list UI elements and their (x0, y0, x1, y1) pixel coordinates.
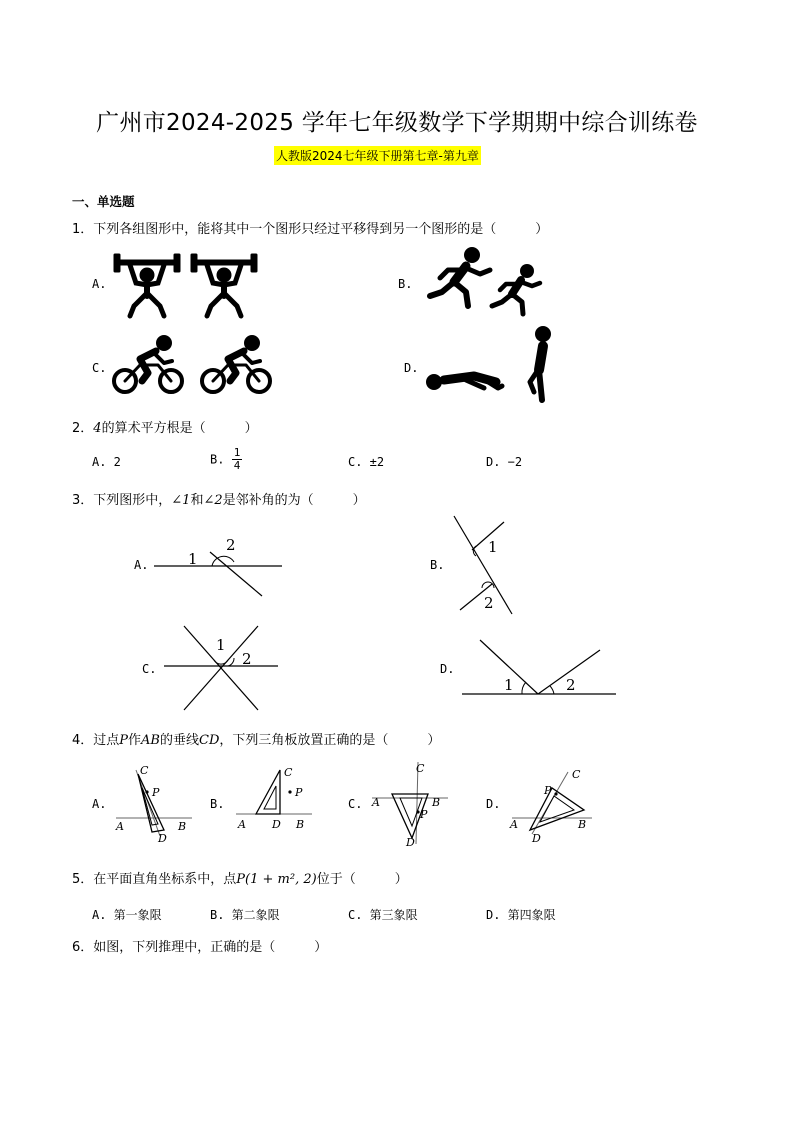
q4-option-a-diagram (112, 762, 196, 846)
q3-option-c-diagram (162, 622, 282, 714)
q4c-label-c: C (416, 762, 425, 775)
q2-option-d: D. −2 (486, 455, 523, 469)
q2-option-b-fraction (232, 447, 243, 472)
q3-option-c-label: C. (142, 662, 157, 676)
page-title: 广州市2024-2025 学年七年级数学下学期期中综合训练卷 (96, 110, 698, 136)
q3b-angle-label-1: 1 (488, 538, 498, 556)
q4-text-mid2: 的垂线 (160, 733, 200, 748)
q3a-angle-label-2: 2 (226, 536, 236, 554)
person-lying-standing-icon (422, 326, 556, 406)
q1-option-c-label: C. (92, 361, 107, 375)
q3-option-b-diagram (448, 512, 518, 616)
q4b-label-c: C (284, 766, 293, 779)
q4-option-c-diagram (370, 760, 450, 848)
question-6-text: 6．如图，下列推理中，正确的是（ ） (72, 940, 328, 955)
q3d-angle-label-2: 2 (566, 676, 576, 694)
q3-option-a-label: A. (134, 558, 149, 572)
q4-option-a-label: A. (92, 797, 107, 811)
q4d-label-a: A (510, 818, 518, 831)
q4a-label-c: C (140, 764, 149, 777)
q3-angle-1: ∠1 (171, 493, 191, 508)
q4a-label-d: D (158, 832, 167, 845)
runner-icon (424, 246, 548, 318)
q4b-label-p: P (295, 786, 303, 799)
q5-option-c: C. 第三象限 (348, 908, 418, 922)
q3-option-a-diagram (150, 530, 285, 600)
q3-text-pre: 3．下列图形中， (72, 493, 172, 508)
question-1-text: 1．下列各组图形中，能将其中一个图形只经过平移得到另一个图形的是（ ） (72, 222, 549, 237)
q1-option-d-label: D. (404, 361, 419, 375)
q3-text-mid: 和 (190, 493, 204, 508)
q5-text-pre: 5．在平面直角坐标系中，点 (72, 872, 237, 887)
q4c-label-p: P (420, 808, 428, 821)
q4b-label-b: B (296, 818, 305, 831)
q3a-angle-label-1: 1 (188, 550, 198, 568)
q4a-label-a: A (116, 820, 124, 833)
q4d-label-p: P (544, 784, 552, 797)
q2-number: 2． (72, 421, 94, 436)
q2-base-number: 4 (93, 421, 102, 436)
page-subtitle: 人教版2024七年级下册第七章-第九章 (274, 146, 481, 165)
q2-option-b (210, 447, 242, 472)
q3b-angle-label-2: 2 (484, 594, 494, 612)
question-2-text (72, 417, 258, 436)
q5-point-expression: P(1 + m², 2) (236, 872, 317, 887)
q3-option-d-label: D. (440, 662, 455, 676)
q3-option-b-label: B. (430, 558, 445, 572)
q1-option-b-label: B. (398, 277, 413, 291)
q4a-label-p: P (152, 786, 160, 799)
q4c-label-b: B (432, 796, 441, 809)
q3c-angle-label-2: 2 (242, 650, 252, 668)
q4d-label-c: C (572, 768, 581, 781)
section-heading-single-choice: 一、单选题 (72, 194, 135, 209)
q4-text-post: ，下列三角板放置正确的是（ ） (219, 733, 441, 748)
q2-option-c: C. ±2 (348, 455, 385, 469)
q2-option-b-label: B. (210, 452, 225, 467)
q3c-angle-label-1: 1 (216, 636, 226, 654)
q4b-label-a: A (238, 818, 246, 831)
q5-option-d: D. 第四象限 (486, 908, 556, 922)
q2-fraction-denominator: 4 (233, 459, 241, 472)
q5-option-b: B. 第二象限 (210, 908, 280, 922)
q2-fraction-numerator: 1 (233, 446, 241, 459)
q4-point-p: P (119, 733, 129, 748)
q4d-label-d: D (532, 832, 541, 844)
q5-option-a: A. 第一象限 (92, 908, 162, 922)
q3-text-post: 是邻补角的为（ ） (222, 493, 366, 508)
question-4-text (72, 729, 440, 748)
q4d-label-b: B (578, 818, 587, 831)
weightlifter-icon (110, 248, 265, 320)
q4-segment-cd: CD (199, 733, 220, 748)
q4-option-b-diagram (232, 762, 316, 834)
q2-option-a: A. 2 (92, 455, 121, 469)
q4-segment-ab: AB (141, 733, 160, 748)
q4-option-d-diagram (508, 764, 596, 844)
q4b-label-d: D (272, 818, 281, 831)
q4-option-c-label: C. (348, 797, 363, 811)
q3d-angle-label-1: 1 (504, 676, 514, 694)
q4c-label-a: A (372, 796, 380, 809)
q2-question-rest: 的算术平方根是（ ） (101, 421, 258, 436)
q4-option-d-label: D. (486, 797, 501, 811)
cyclist-icon (110, 333, 278, 395)
q5-text-post: 位于（ ） (316, 872, 408, 887)
q4c-label-d: D (406, 836, 415, 848)
q1-option-a-label: A. (92, 277, 107, 291)
q4-text-mid1: 作 (128, 733, 142, 748)
question-5-text (72, 868, 408, 887)
q3-angle-2: ∠2 (203, 493, 223, 508)
question-3-text (72, 489, 366, 508)
q4-text-pre: 4．过点 (72, 733, 120, 748)
q3-option-d-diagram (460, 636, 618, 698)
q4-option-b-label: B. (210, 797, 225, 811)
q4a-label-b: B (178, 820, 187, 833)
